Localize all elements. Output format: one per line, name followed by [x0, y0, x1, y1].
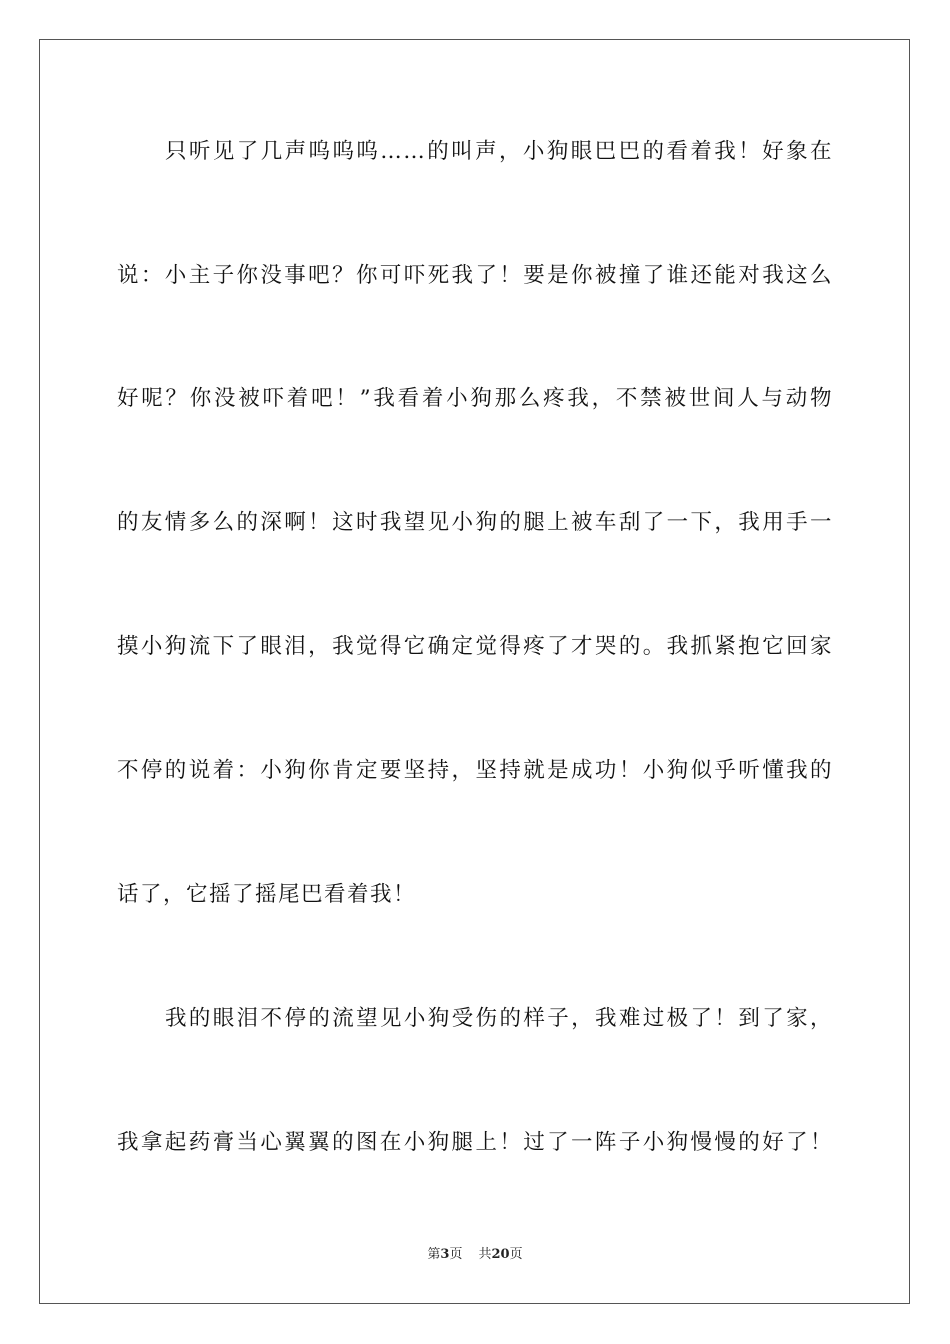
paragraph-line-4: 的友情多么的深啊！这时我望见小狗的腿上被车刮了一下，我用手一 — [117, 510, 833, 535]
paragraph-line-8: 我的眼泪不停的流望见小狗受伤的样子，我难过极了！到了家， — [165, 1006, 833, 1031]
page-footer — [0, 1246, 950, 1264]
paragraph-line-2: 说：小主子你没事吧？你可吓死我了！要是你被撞了谁还能对我这么 — [117, 263, 833, 288]
paragraph-line-1: 只听见了几声呜呜呜……的叫声，小狗眼巴巴的看着我！好象在 — [165, 139, 833, 164]
paragraph-line-7: 话了，它摇了摇尾巴看着我！ — [117, 882, 417, 907]
paragraph-line-5: 摸小狗流下了眼泪，我觉得它确定觉得疼了才哭的。我抓紧抱它回家 — [117, 634, 833, 659]
footer-total-suffix: 页 — [509, 1247, 523, 1262]
paragraph-line-6: 不停的说着：小狗你肯定要坚持，坚持就是成功！小狗似乎听懂我的 — [117, 758, 833, 783]
footer-total-prefix: 共 — [478, 1247, 492, 1262]
footer-page-prefix: 第 — [427, 1247, 441, 1262]
footer-page-number: 3 — [440, 1247, 450, 1262]
page-border — [39, 39, 910, 1304]
paragraph-line-3: 好呢？你没被吓着吧！”我看着小狗那么疼我，不禁被世间人与动物 — [117, 386, 833, 411]
footer-page-suffix: 页 — [449, 1247, 463, 1262]
paragraph-line-9: 我拿起药膏当心翼翼的图在小狗腿上！过了一阵子小狗慢慢的好了！ — [117, 1130, 833, 1155]
footer-total-pages: 20 — [491, 1247, 510, 1262]
